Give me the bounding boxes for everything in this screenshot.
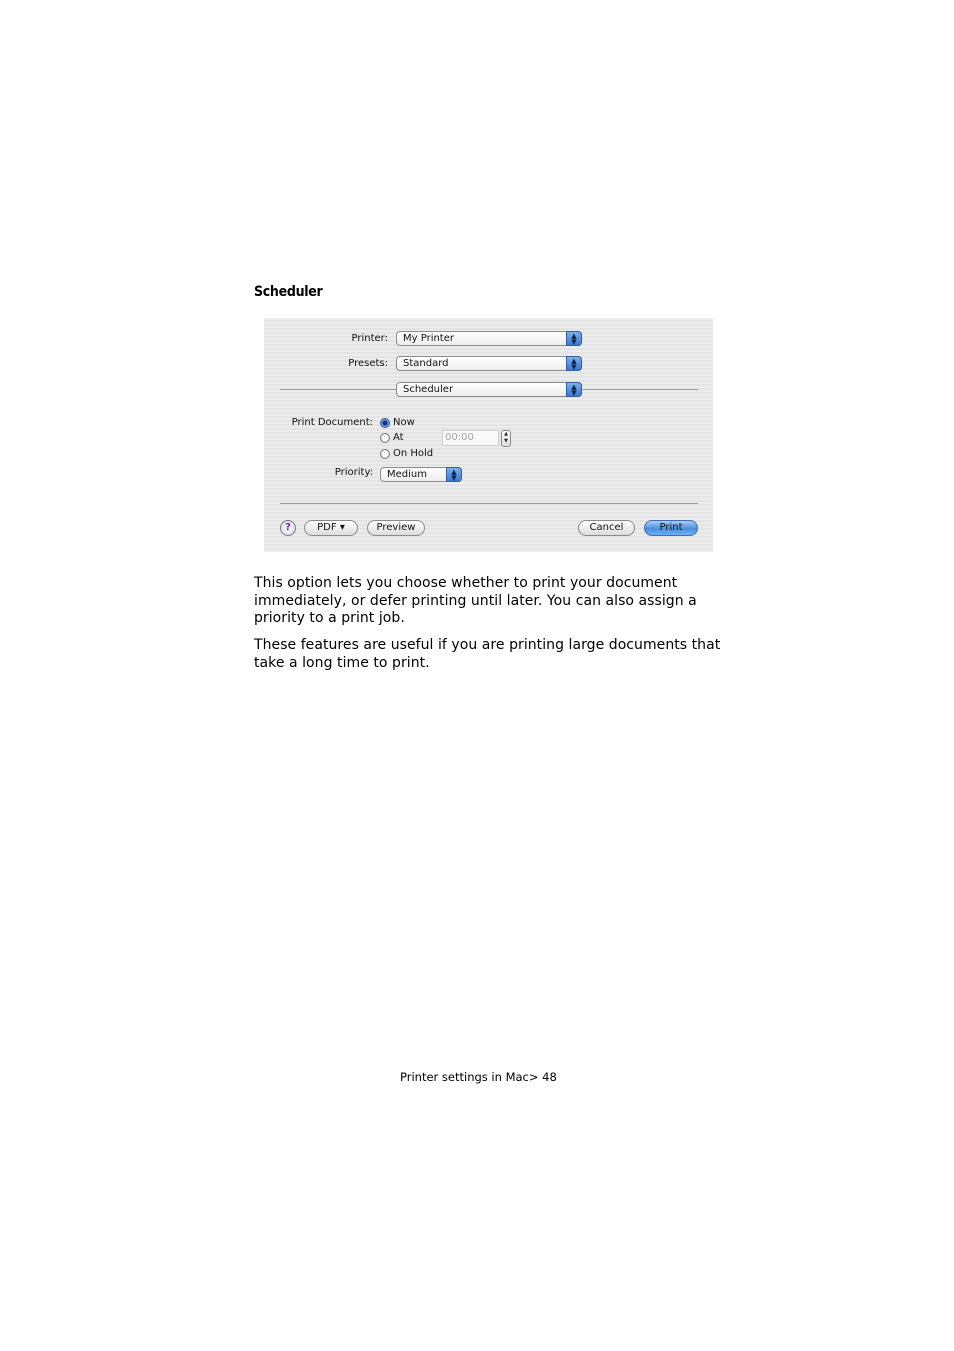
bottom-separator (280, 503, 698, 504)
priority-value: Medium (387, 469, 427, 480)
chevron-updown-icon: ▲ ▼ (566, 331, 582, 346)
time-field[interactable]: 00:00 (442, 430, 499, 446)
print-button[interactable]: Print (644, 520, 698, 536)
presets-label: Presets: (348, 358, 388, 369)
panel-value: Scheduler (403, 384, 454, 395)
presets-value: Standard (403, 358, 449, 369)
radio-on-hold[interactable] (380, 449, 390, 459)
chevron-updown-icon: ▲ ▼ (446, 467, 462, 482)
chevron-updown-icon: ▲ ▼ (566, 382, 582, 397)
radio-now-label: Now (393, 417, 415, 428)
radio-at[interactable] (380, 433, 390, 443)
print-document-label: Print Document: (291, 417, 373, 428)
stepper-icon[interactable]: ▲ ▼ (501, 430, 511, 447)
separator-right (582, 389, 698, 390)
pdf-button[interactable]: PDF ▾ (304, 520, 358, 536)
radio-on-hold-label: On Hold (393, 448, 434, 459)
radio-at-label: At (393, 432, 404, 443)
body-paragraph-2: These features are useful if you are printing large documents that take a long time to print. (254, 637, 721, 671)
panel-popup[interactable] (396, 382, 582, 397)
help-icon[interactable]: ? (280, 520, 296, 536)
priority-label: Priority: (334, 467, 373, 478)
printer-popup[interactable] (396, 331, 582, 346)
body-paragraph-1: This option lets you choose whether to print your document immediately, or defer printing until later. You can also assign a priority to a print job. (254, 575, 697, 626)
separator-left (280, 389, 396, 390)
presets-popup[interactable] (396, 356, 582, 371)
priority-popup[interactable] (380, 467, 462, 482)
page-footer: Printer settings in Mac> 48 (400, 1070, 557, 1084)
print-dialog (264, 318, 713, 552)
printer-label: Printer: (351, 333, 388, 344)
preview-button[interactable]: Preview (367, 520, 425, 536)
chevron-updown-icon: ▲ ▼ (566, 356, 582, 371)
cancel-button[interactable]: Cancel (578, 520, 635, 536)
printer-value: My Printer (403, 333, 454, 344)
section-heading: Scheduler (254, 284, 323, 300)
radio-now[interactable] (380, 418, 390, 428)
